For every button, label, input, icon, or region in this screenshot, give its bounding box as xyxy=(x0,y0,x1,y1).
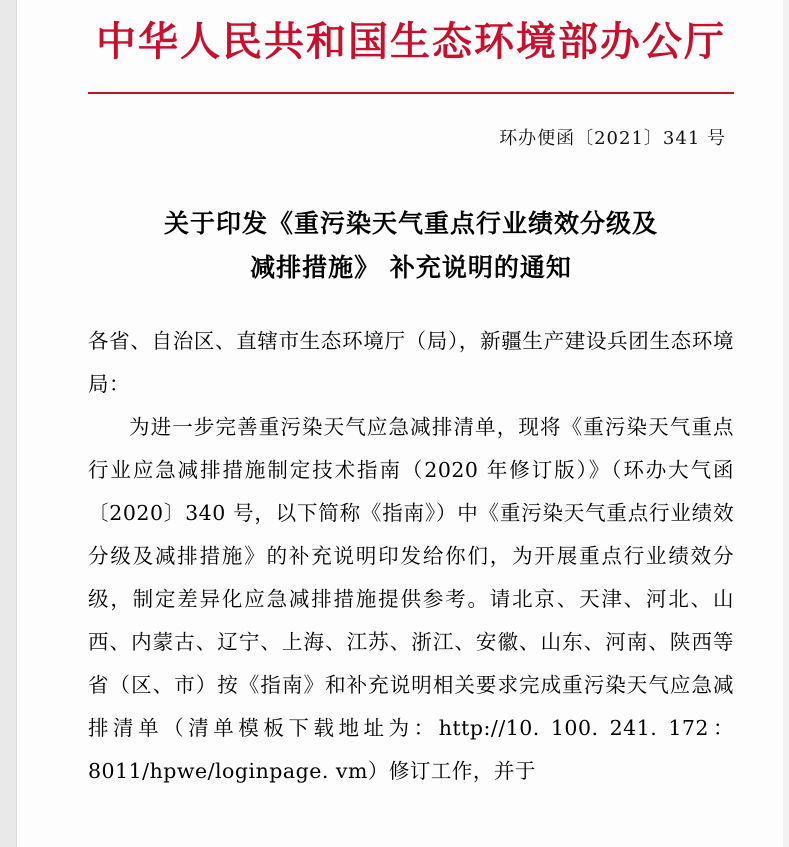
page-left-edge xyxy=(0,0,17,847)
page-right-edge xyxy=(783,0,789,847)
document-title-line-2: 减排措施》 补充说明的通知 xyxy=(250,252,572,282)
letterhead xyxy=(88,0,734,94)
letterhead-organization: 中华人民共和国生态环境部办公厅 xyxy=(96,18,726,65)
document-body xyxy=(88,320,734,794)
paragraph-main: 为进一步完善重污染天气应急减排清单，现将《重污染天气重点行业应急减排措施制定技术指南（2020 年修订版）》（环办大气函〔2020〕340 号，以下简称《指南》）中《重污染天气重点行业绩效分级及减排措施》的补充说明印发给你们，为开展重点行业绩效分级，制定差异化应急减排措施提供参考。请北京、天津、河北、山西、内蒙古、辽宁、上海、江苏、浙江、安徽、山东、河南、陕西等省（区、市）按《指南》和补充说明相关要求完成重污染天气应急减排清单（清单模板下载地址为：http://10. 100. 241. 172：8011/hpwe/loginpage. vm）修订工作，并于 xyxy=(88,414,734,783)
paragraph-salutation: 各省、自治区、直辖市生态环境厅（局），新疆生产建设兵团生态环境局： xyxy=(88,328,734,396)
letterhead-divider xyxy=(88,92,734,94)
document-title-line-1: 关于印发《重污染天气重点行业绩效分级及 xyxy=(163,209,658,238)
document-title xyxy=(88,202,734,290)
document-number: 环办便函〔2021〕341 号 xyxy=(499,128,726,149)
